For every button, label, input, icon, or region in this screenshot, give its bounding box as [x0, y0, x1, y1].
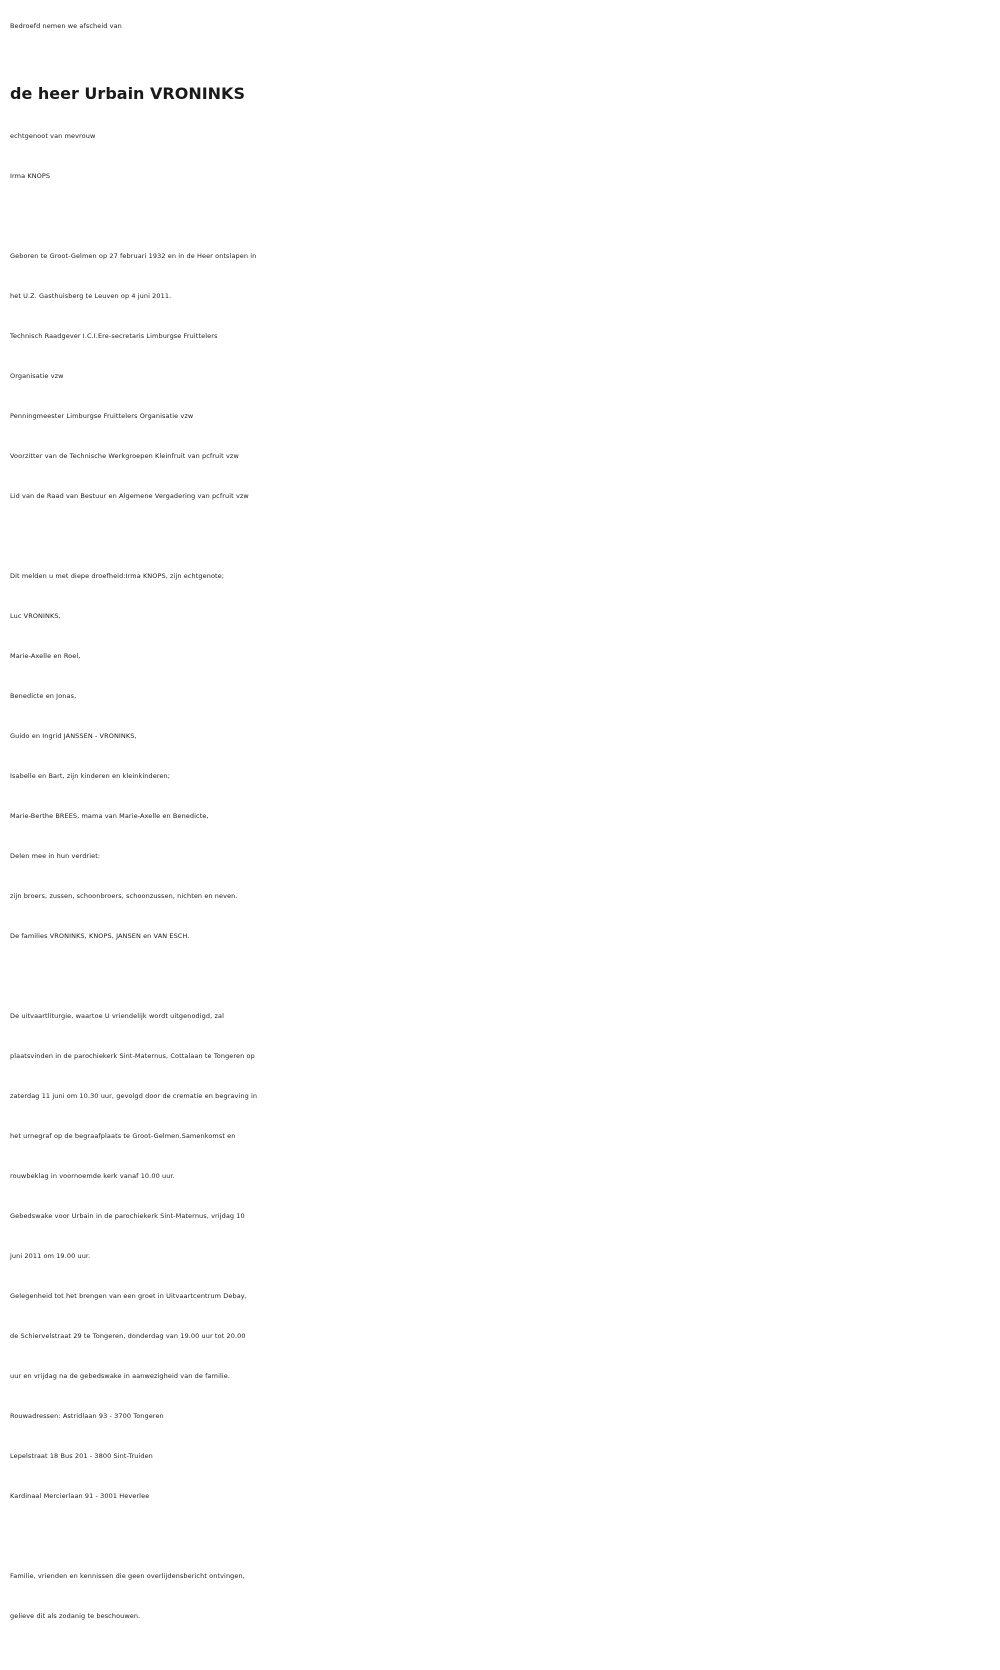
ceremony-line: Gelegenheid tot het brengen van een groet in Uitvaartcentrum Debay,: [10, 1292, 247, 1300]
biography-line: Geboren te Groot-Gelmen op 27 februari 1932 en in de Heer ontslapen in: [10, 252, 257, 260]
ceremony-line: de Schiervelstraat 29 te Tongeren, donderdag van 19.00 uur tot 20.00: [10, 1332, 246, 1340]
ceremony-line: Gebedswake voor Urbain in de parochiekerk Sint-Maternus, vrijdag 10: [10, 1212, 245, 1220]
biography-line: Organisatie vzw: [10, 372, 64, 380]
ceremony-line: Lepelstraat 18 Bus 201 - 3800 Sint-Truiden: [10, 1452, 153, 1460]
family-line: Benedicte en Jonas,: [10, 692, 77, 700]
biography-line: het U.Z. Gasthuisberg te Leuven op 4 juni 2011.: [10, 292, 172, 300]
closing-section: [10, 1556, 1000, 1636]
family-section: [10, 556, 1000, 956]
ceremony-line: zaterdag 11 juni om 10.30 uur, gevolgd door de crematie en begraving in: [10, 1092, 258, 1100]
intro-text: Bedroefd nemen we afscheid van: [10, 22, 122, 30]
closing-line: Familie, vrienden en kennissen die geen overlijdensbericht ontvingen,: [10, 1572, 245, 1580]
family-line: Marie-Berthe BREES, mama van Marie-Axelle en Benedicte,: [10, 812, 209, 820]
paragraph-gap: [10, 956, 1000, 996]
closing-line: gelieve dit als zodanig te beschouwen.: [10, 1612, 141, 1620]
family-line: Marie-Axelle en Roel,: [10, 652, 81, 660]
family-line: De families VRONINKS, KNOPS, JANSEN en VAN ESCH.: [10, 932, 190, 940]
family-line: Isabelle en Bart, zijn kinderen en kleinkinderen;: [10, 772, 171, 780]
ceremony-line: plaatsvinden in de parochiekerk Sint-Maternus, Cottalaan te Tongeren op: [10, 1052, 255, 1060]
family-line: zijn broers, zussen, schoonbroers, schoonzussen, nichten en neven.: [10, 892, 238, 900]
ceremony-line: Rouwadressen: Astridlaan 93 - 3700 Tongeren: [10, 1412, 164, 1420]
ceremony-line: Kardinaal Mercierlaan 91 - 3001 Heverlee: [10, 1492, 150, 1500]
biography-line: Lid van de Raad van Bestuur en Algemene Vergadering van pcfruit vzw: [10, 492, 249, 500]
ceremony-line: uur en vrijdag na de gebedswake in aanwezigheid van de familie.: [10, 1372, 231, 1380]
biography-section: [10, 236, 1000, 516]
family-line: Guido en Ingrid JANSSEN - VRONINKS,: [10, 732, 137, 740]
ceremony-line: juni 2011 om 19.00 uur.: [10, 1252, 91, 1260]
spouse-label: echtgenoot van mevrouw: [10, 132, 96, 140]
ceremony-section: [10, 996, 1000, 1516]
biography-line: Penningmeester Limburgse Fruittelers Organisatie vzw: [10, 412, 194, 420]
ceremony-line: De uitvaartliturgie, waartoe U vriendelijk wordt uitgenodigd, zal: [10, 1012, 224, 1020]
paragraph-gap: [10, 196, 1000, 236]
paragraph-gap: [10, 516, 1000, 556]
paragraph-gap: [10, 1516, 1000, 1556]
family-line: Luc VRONINKS,: [10, 612, 61, 620]
biography-line: Voorzitter van de Technische Werkgroepen Kleinfruit van pcfruit vzw: [10, 452, 239, 460]
ceremony-line: rouwbeklag in voornoemde kerk vanaf 10.00 uur.: [10, 1172, 175, 1180]
biography-line: Technisch Raadgever I.C.I.Ere-secretaris Limburgse Fruittelers: [10, 332, 218, 340]
family-line: Dit melden u met diepe droefheid:Irma KNOPS, zijn echtgenote;: [10, 572, 225, 580]
ceremony-line: het urnegraf op de begraafplaats te Groot-Gelmen.Samenkomst en: [10, 1132, 236, 1140]
spouse-name: Irma KNOPS: [10, 172, 51, 180]
family-line: Delen mee in hun verdriet:: [10, 852, 101, 860]
deceased-name: de heer Urbain VRONINKS: [10, 84, 245, 103]
